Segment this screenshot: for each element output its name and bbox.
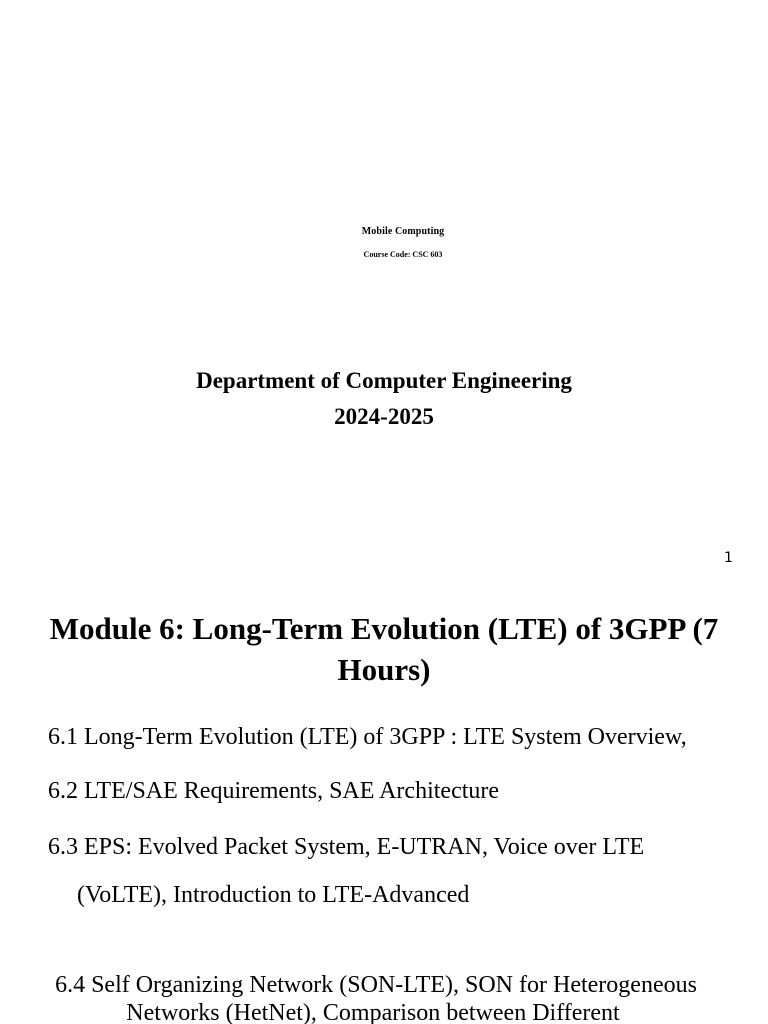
course-title: Mobile Computing (361, 226, 445, 237)
academic-year: 2024-2025 (334, 404, 434, 429)
topic-6-4-continued: Networks (HetNet), Comparison between Different (126, 1000, 620, 1024)
topic-6-3: 6.3 EPS: Evolved Packet System, E-UTRAN, Voice over LTE (48, 834, 645, 860)
page-number: 1 (724, 550, 733, 566)
module-title: Module 6: Long-Term Evolution (LTE) of 3GPP (7 Hours) (49, 611, 719, 687)
topic-6-1: 6.1 Long-Term Evolution (LTE) of 3GPP : LTE System Overview, (48, 724, 687, 750)
topic-6-3-continued: (VoLTE), Introduction to LTE-Advanced (77, 882, 470, 908)
department-name: Department of Computer Engineering (196, 368, 572, 393)
topic-6-2: 6.2 LTE/SAE Requirements, SAE Architecture (48, 778, 500, 804)
topic-6-4: 6.4 Self Organizing Network (SON-LTE), SON for Heterogeneous (55, 972, 697, 998)
course-code: Course Code: CSC 603 (363, 250, 443, 259)
